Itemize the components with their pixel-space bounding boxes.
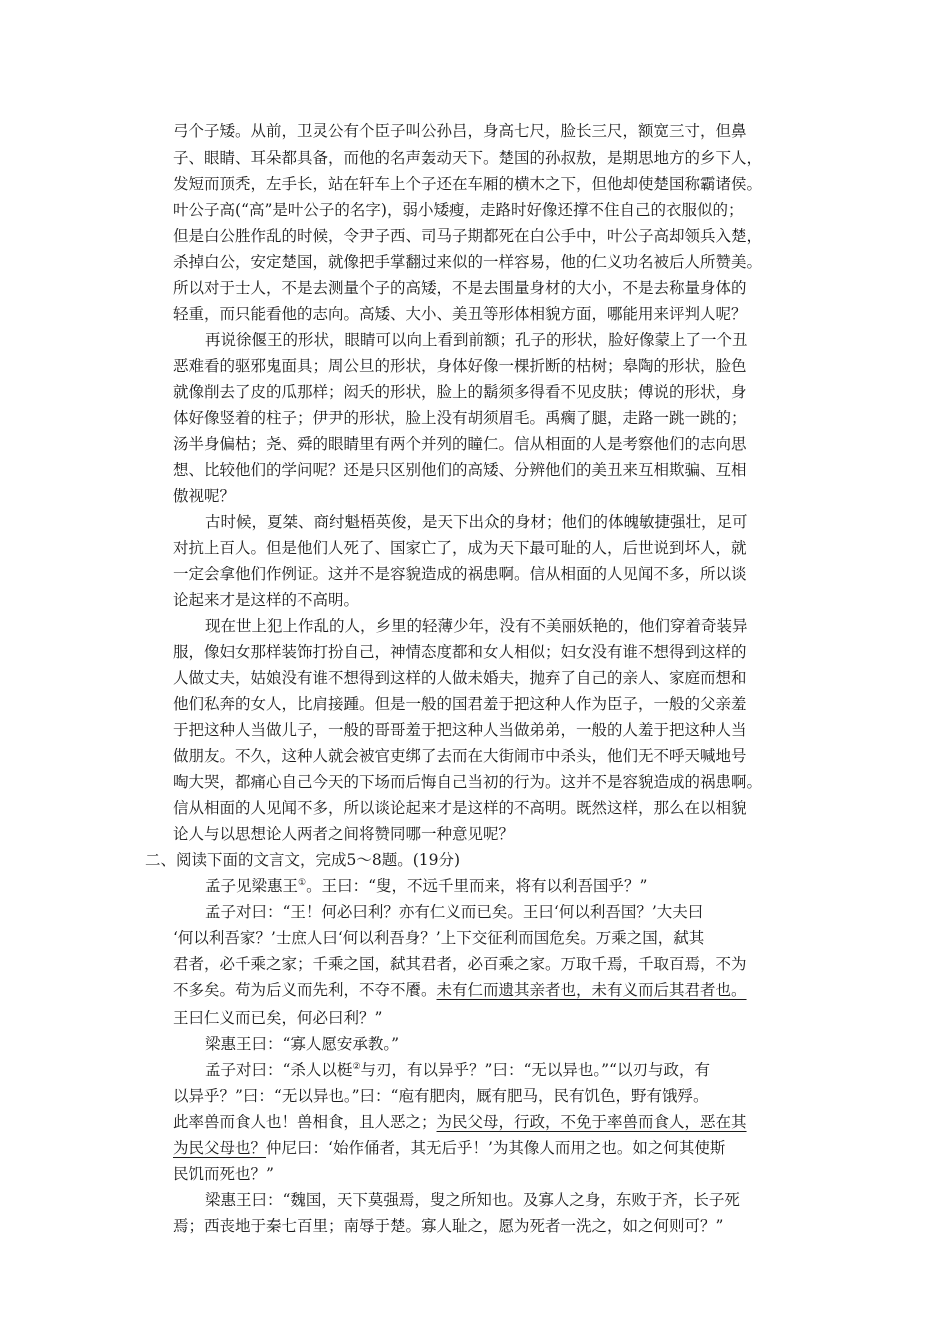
text-line: 王曰仁义而已矣，何必曰利？” [173,1009,383,1027]
text-line: 汤半身偏枯；尧、舜的眼睛里有两个并列的瞳仁。信从相面的人是考察他们的志向思 [173,435,747,453]
text-line: 做朋友。不久，这种人就会被官吏绑了去而在大街闹市中杀头，他们无不呼天喊地号 [173,747,747,765]
text-run: 此率兽而食人也！兽相食，且人恶之； [173,1113,437,1131]
text-line [173,977,747,1003]
text-run: 仲尼曰：‘始作俑者，其无后乎！’为其像人而用之也。如之何其使斯 [266,1139,726,1157]
text-line: 以异乎？”曰：“无以异也。”曰：“庖有肥肉，厩有肥马，民有饥色，野有饿殍。 [173,1087,709,1105]
text-line: 但是白公胜作乱的时候，令尹子西、司马子期都死在白公手中，叶公子高却领兵入楚， [173,227,763,245]
text-run: 。王曰：“叟，不远千里而来，将有以利吾国乎？” [306,877,648,895]
paragraph-first-line [205,1057,710,1083]
text-line: 于把这种人当做儿子，一般的哥哥羞于把这种人当做弟弟，一般的人羞于把这种人当 [173,721,747,739]
text-line: 傲视呢？ [173,487,236,505]
text-line: 恶难看的驱邪鬼面具；周公旦的形状，身体好像一棵折断的枯树；皋陶的形状，脸色 [173,357,747,375]
text-line: 君者，必千乘之家；千乘之国，弑其君者，必百乘之家。万取千焉，千取百焉，不为 [173,955,747,973]
section-heading: 二、阅读下面的文言文，完成5～8题。(19分) [145,851,461,869]
paragraph-first-line: 孟子对曰：“王！何必曰利？亦有仁义而已矣。王曰‘何以利吾国？’大夫曰 [205,903,704,921]
footnote-marker: ② [352,1062,361,1072]
paragraph-first-line: 现在世上犯上作乱的人，乡里的轻薄少年，没有不美丽妖艳的，他们穿着奇装异 [205,617,748,635]
text-line [173,1135,725,1161]
text-line: 所以对于士人，不是去测量个子的高矮，不是去围量身材的大小，不是去称量身体的 [173,279,747,297]
underlined-sentence: 为民父母也？ [173,1139,267,1157]
paragraph-first-line: 再说徐偃王的形状，眼睛可以向上看到前额；孔子的形状，脸好像蒙上了一个丑 [205,331,748,349]
text-line: 就像削去了皮的瓜那样；闳夭的形状，脸上的鬍须多得看不见皮肤；傅说的形状，身 [173,383,747,401]
text-run: 孟子对曰：“杀人以梃 [205,1061,353,1079]
text-run: 不多矣。苟为后义而先利，不夺不餍。 [173,981,437,999]
text-line: 论起来才是这样的不高明。 [173,591,360,609]
text-line: 杀掉白公，安定楚国，就像把手掌翻过来似的一样容易，他的仁义功名被后人所赞美。 [173,253,763,271]
text-line: 想、比较他们的学问呢？还是只区别他们的高矮、分辨他们的美丑来互相欺骗、互相 [173,461,747,479]
text-line: 体好像竖着的柱子；伊尹的形状，脸上没有胡须眉毛。禹瘸了腿，走路一跳一跳的； [173,409,747,427]
text-line: 一定会拿他们作例证。这并不是容貌造成的祸患啊。信从相面的人见闻不多，所以谈 [173,565,747,583]
text-line: 焉；西丧地于秦七百里；南辱于楚。寡人耻之，愿为死者一洗之，如之何则可？” [173,1217,724,1235]
paragraph-first-line [205,873,647,899]
text-line: 对抗上百人。但是他们人死了、国家亡了，成为天下最可耻的人，后世说到坏人，就 [173,539,747,557]
text-line [173,1109,747,1135]
underlined-sentence: 为民父母，行政，不免于率兽而食人，恶在其 [436,1113,747,1131]
text-run: 与刃，有以异乎？”曰：“无以异也。”“以刃与政，有 [360,1061,710,1079]
text-run: 孟子见梁惠王 [205,877,299,895]
text-line: 轻重，而只能看他的志向。高矮、大小、美丑等形体相貌方面，哪能用来评判人呢？ [173,305,747,323]
text-line: 服，像妇女那样装饰打扮自己，神情态度都和女人相似；妇女没有谁不想得到这样的 [173,643,747,661]
text-line: 人做丈夫，姑娘没有谁不想得到这样的人做未婚夫，抛弃了自己的亲人、家庭而想和 [173,669,747,687]
text-line: ‘何以利吾家？’士庶人曰‘何以利吾身？’上下交征利而国危矣。万乘之国，弑其 [173,929,705,947]
text-line: 啕大哭，都痛心自己今天的下场而后悔自己当初的行为。这并不是容貌造成的祸患啊。 [173,773,763,791]
text-line: 信从相面的人见闻不多，所以谈论起来才是这样的不高明。既然这样，那么在以相貌 [173,799,747,817]
text-line: 他们私奔的女人，比肩接踵。但是一般的国君羞于把这种人作为臣子，一般的父亲羞 [173,695,747,713]
text-line: 发短而顶秃，左手长，站在轩车上个子还在车厢的横木之下，但他却使楚国称霸诸侯。 [173,175,763,193]
footnote-marker: ① [298,878,307,888]
paragraph-first-line: 梁惠王曰：“寡人愿安承教。” [205,1035,400,1053]
text-line: 弓个子矮。从前，卫灵公有个臣子叫公孙吕，身高七尺，脸长三尺，额宽三寸，但鼻 [173,122,747,140]
text-line: 民饥而死也？” [173,1165,274,1183]
underlined-sentence: 未有仁而遗其亲者也，未有义而后其君者也。 [436,981,747,999]
text-line: 叶公子高(“高”是叶公子的名字)，弱小矮瘦，走路时好像还撑不住自己的衣服似的； [173,201,744,219]
text-line: 子、眼睛、耳朵都具备，而他的名声轰动天下。楚国的孙叔敖，是期思地方的乡下人， [173,149,763,167]
paragraph-first-line: 梁惠王曰：“魏国，天下莫强焉，叟之所知也。及寡人之身，东败于齐，长子死 [205,1191,740,1209]
text-line: 论人与以思想论人两者之间将赞同哪一种意见呢？ [173,825,515,843]
paragraph-first-line: 古时候，夏桀、商纣魁梧英俊，是天下出众的身材；他们的体魄敏捷强壮，足可 [205,513,748,531]
